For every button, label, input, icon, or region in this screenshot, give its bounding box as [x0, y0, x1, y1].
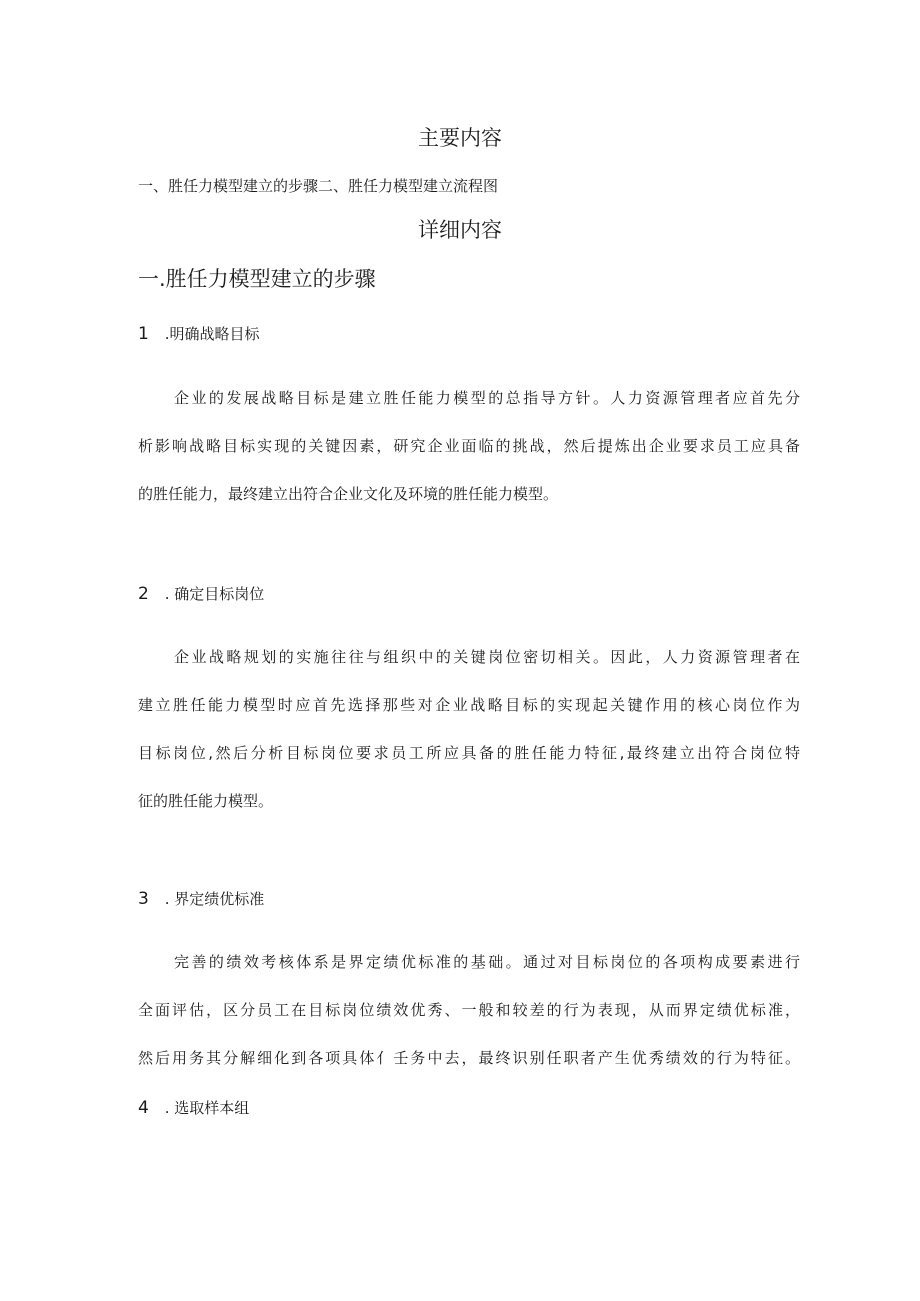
- paragraph-line: 的胜任能力，最终建立出符合企业文化及环境的胜任能力模型。: [138, 485, 559, 503]
- step-2-number: 2: [138, 584, 149, 604]
- paragraph-line: 全面评估，区分员工在目标岗位绩效优秀、一般和较差的行为表现，从而界定绩优标准，: [138, 1001, 800, 1019]
- step-1-number: 1: [138, 324, 149, 344]
- step-2-title: . 确定目标岗位: [160, 585, 265, 603]
- paragraph-line: 建立胜任能力模型时应首先选择那些对企业战略目标的实现起关键作用的核心岗位作为: [138, 696, 800, 714]
- paragraph-line: 企业战略规划的实施往往与组织中的关键岗位密切相关。因此，人力资源管理者在: [174, 648, 800, 666]
- step-4-title: . 选取样本组: [160, 1099, 250, 1117]
- step-1-paragraph: [138, 386, 800, 530]
- step-3-paragraph: [138, 950, 800, 1094]
- paragraph-line: 然后用务其分解细化到各项具体亻壬务中去，最终识别任职者产生优秀绩效的行为特征。: [138, 1049, 800, 1067]
- step-4-number: 4: [138, 1098, 149, 1118]
- paragraph-line: 完善的绩效考核体系是界定绩优标准的基础。通过对目标岗位的各项构成要素进行: [174, 953, 800, 971]
- step-3-number: 3: [138, 889, 149, 909]
- step-1-title: .明确战略目标: [160, 325, 260, 343]
- detail-title: 详细内容: [418, 218, 502, 242]
- step-3-heading: [138, 889, 264, 909]
- step-1-heading: [138, 324, 260, 344]
- paragraph-line: 析影响战略目标实现的关键因素，研究企业面临的挑战，然后提炼出企业要求员工应具备: [138, 437, 800, 455]
- table-of-contents: 一、胜任力模型建立的步骤二、胜任力模型建立流程图: [138, 177, 499, 195]
- paragraph-line: 企业的发展战略目标是建立胜任能力模型的总指导方针。人力资源管理者应首先分: [174, 389, 800, 407]
- step-4-heading: [138, 1098, 249, 1118]
- step-2-paragraph: [138, 645, 800, 837]
- step-3-title: . 界定绩优标准: [160, 890, 265, 908]
- paragraph-line: 征的胜任能力模型。: [138, 792, 274, 810]
- paragraph-line: 目标岗位,然后分析目标岗位要求员工所应具备的胜任能力特征,最终建立出符合岗位特: [138, 744, 800, 762]
- section-heading: 一.胜任力模型建立的步骤: [138, 267, 376, 291]
- step-2-heading: [138, 584, 264, 604]
- main-title: 主要内容: [418, 126, 502, 150]
